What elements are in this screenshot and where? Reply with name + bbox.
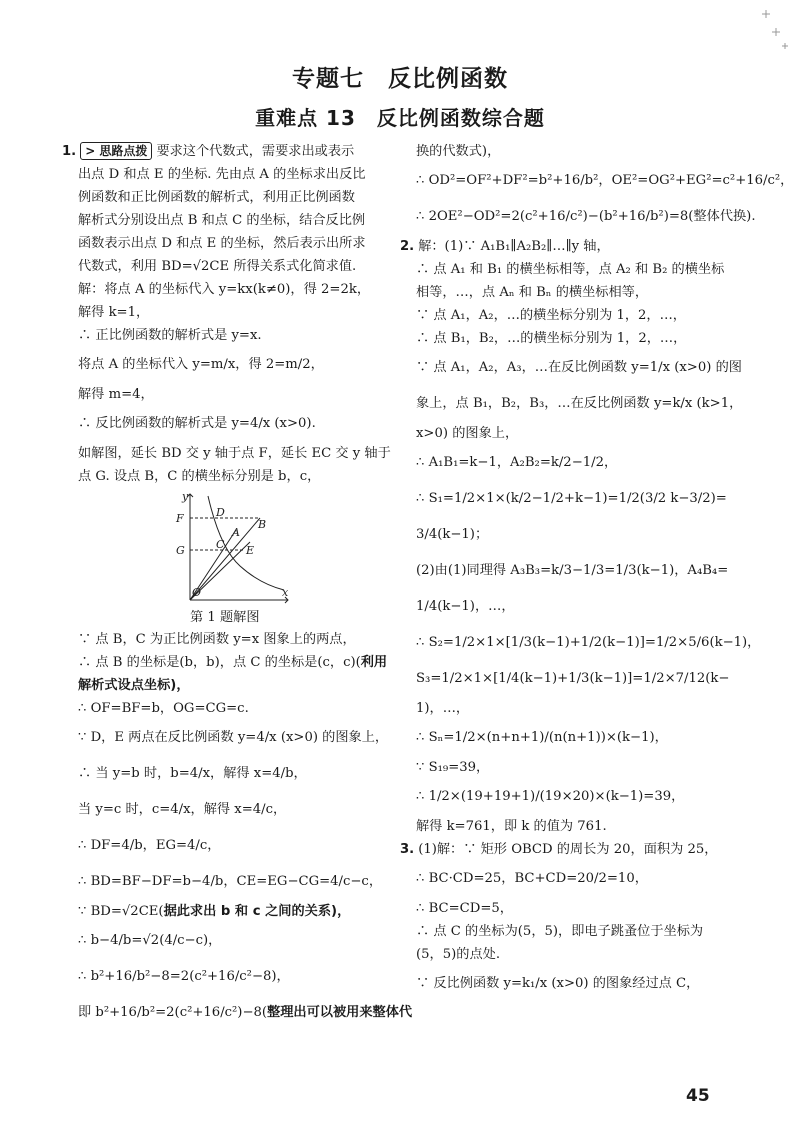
- text-line: ∴ DF=4/b，EG=4/c，: [78, 838, 221, 853]
- fig-label-D: D: [216, 506, 225, 519]
- hint-tag: > 思路点拨: [80, 142, 152, 160]
- text-line: ∴ 点 A₁ 和 B₁ 的横坐标相等，点 A₂ 和 B₂ 的横坐标: [416, 262, 725, 277]
- text-line: 点 G. 设点 B，C 的横坐标分别是 b，c，: [78, 469, 321, 484]
- text-line: 解得 m=4，: [78, 387, 154, 402]
- text-line: 解得 k=761，即 k 的值为 761.: [416, 819, 607, 834]
- fig-label-E: E: [246, 544, 255, 557]
- text-line: ∵ BD=√2CE(据此求出 b 和 c 之间的关系)，: [78, 904, 351, 919]
- corner-decoration: [742, 6, 792, 52]
- text-line: 例函数和正比例函数的解析式，利用正比例函数: [78, 190, 355, 205]
- text-line: 1)，…，: [416, 701, 470, 716]
- text-line: 解析式设点坐标)，: [78, 678, 190, 693]
- text-line: ∴ 点 B₁，B₂，…的横坐标分别为 1，2，…，: [416, 331, 687, 346]
- fig-label-y: y: [182, 490, 189, 503]
- text-line: ∴ OF=BF=b，OG=CG=c.: [78, 701, 249, 716]
- text-line: S₃=1/2×1×[1/4(k−1)+1/3(k−1)]=1/2×7/12(k−: [416, 671, 730, 686]
- page-number: 45: [686, 1086, 710, 1106]
- text-line: 相等，…，点 Aₙ 和 Bₙ 的横坐标相等，: [416, 285, 649, 300]
- text-line: 解：将点 A 的坐标代入 y=kx(k≠0)，得 2=2k，: [78, 282, 371, 297]
- text-line: 如解图，延长 BD 交 y 轴于点 F，延长 EC 交 y 轴于: [78, 446, 391, 461]
- text-line: (2)由(1)同理得 A₃B₃=k/3−1/3=1/3(k−1)，A₄B₄=: [416, 563, 729, 578]
- text-line: ∵ 点 A₁，A₂，…的横坐标分别为 1，2，…，: [416, 308, 686, 323]
- fig-label-C: C: [216, 538, 225, 551]
- text-line: x>0) 的图象上，: [416, 426, 519, 441]
- text-line: ∴ b²+16/b²−8=2(c²+16/c²−8)，: [78, 969, 290, 984]
- text-line: ∴ A₁B₁=k−1，A₂B₂=k/2−1/2，: [416, 455, 618, 470]
- text-line: 解析式分别设出点 B 和点 C 的坐标，结合反比例: [78, 213, 366, 228]
- text-line: ∴ 点 B 的坐标是(b，b)，点 C 的坐标是(c，c)(利用: [78, 655, 388, 670]
- fig-label-O: O: [192, 586, 202, 599]
- text-line: ∴ 点 C 的坐标为(5，5)，即电子跳蚤位于坐标为: [416, 924, 704, 939]
- text-line: 2. 解：(1)∵ A₁B₁∥A₂B₂∥…∥y 轴，: [400, 239, 610, 254]
- text-line: ∴ S₂=1/2×1×[1/3(k−1)+1/2(k−1)]=1/2×5/6(k−1)，: [416, 635, 761, 650]
- text-line: ∴ 反比例函数的解析式是 y=4/x (x>0).: [78, 416, 316, 431]
- text-line: 函数表示出点 D 和点 E 的坐标，然后表示出所求: [78, 236, 366, 251]
- left-column: [62, 140, 413, 1031]
- text-line: 3. (1)解：∵ 矩形 OBCD 的周长为 20，面积为 25，: [400, 842, 718, 857]
- text-line: 换的代数式)，: [416, 144, 501, 159]
- right-column: [400, 140, 794, 1002]
- text-line: 要求这个代数式，需要求出或表示: [156, 144, 355, 159]
- text-line: 出点 D 和点 E 的坐标. 先由点 A 的坐标求出反比: [78, 167, 366, 182]
- text-line: ∴ 正比例函数的解析式是 y=x.: [78, 328, 262, 343]
- text-line: ∴ 当 y=b 时，b=4/x，解得 x=4/b，: [78, 766, 307, 781]
- text-line: 3/4(k−1)；: [416, 527, 489, 542]
- fig-label-A: A: [232, 526, 240, 539]
- text-line: 当 y=c 时，c=4/x，解得 x=4/c，: [78, 802, 287, 817]
- text-line: ∴ Sₙ=1/2×(n+n+1)/(n(n+1))×(k−1)，: [416, 730, 668, 745]
- figure: [62, 488, 388, 606]
- chapter-title: 专题七 反比例函数: [292, 66, 508, 92]
- text-line: 代数式，利用 BD=√2CE 所得关系式化简求值.: [78, 259, 357, 274]
- text-line: 解得 k=1，: [78, 305, 150, 320]
- fig-label-F: F: [176, 512, 184, 525]
- text-line: ∴ BC=CD=5，: [416, 901, 513, 916]
- text-line: 象上，点 B₁，B₂，B₃，…在反比例函数 y=k/x (k>1，: [416, 396, 743, 411]
- figure-caption: 第 1 题解图: [190, 610, 260, 625]
- text-line: ∴ 1/2×(19+19+1)/(19×20)×(k−1)=39，: [416, 789, 685, 804]
- text-line: ∵ S₁₉=39，: [416, 760, 490, 775]
- section-title: 重难点 13 反比例函数综合题: [255, 106, 545, 130]
- text-line: ∴ BC·CD=25，BC+CD=20/2=10，: [416, 871, 648, 886]
- text-line: ∴ S₁=1/2×1×(k/2−1/2+k−1)=1/2(3/2 k−3/2)=: [416, 491, 727, 506]
- graph-figure: [170, 488, 290, 606]
- text-line: ∵ 点 B，C 为正比例函数 y=x 图象上的两点，: [78, 632, 356, 647]
- text-line: ∴ OD²=OF²+DF²=b²+16/b²，OE²=OG²+EG²=c²+16/c²，: [416, 173, 794, 188]
- text-line: 1/4(k−1)，…，: [416, 599, 515, 614]
- text-line: 将点 A 的坐标代入 y=m/x，得 2=m/2，: [78, 357, 324, 372]
- text-line: ∵ 反比例函数 y=k₁/x (x>0) 的图象经过点 C，: [416, 976, 700, 991]
- problem-number: 1.: [62, 144, 77, 159]
- text-line: (5，5)的点处.: [416, 947, 501, 962]
- text-line: ∴ BD=BF−DF=b−4/b，CE=EG−CG=4/c−c，: [78, 874, 383, 889]
- fig-label-x: x: [282, 586, 289, 599]
- fig-label-B: B: [258, 518, 267, 531]
- fig-label-G: G: [176, 544, 185, 557]
- text-line: ∵ 点 A₁，A₂，A₃，…在反比例函数 y=1/x (x>0) 的图: [416, 360, 742, 375]
- text-line: 即 b²+16/b²=2(c²+16/c²)−8(整理出可以被用来整体代: [78, 1005, 413, 1020]
- text-line: ∴ b−4/b=√2(4/c−c)，: [78, 933, 222, 948]
- text-line: ∵ D，E 两点在反比例函数 y=4/x (x>0) 的图象上，: [78, 730, 389, 745]
- text-line: ∴ 2OE²−OD²=2(c²+16/c²)−(b²+16/b²)=8(整体代换).: [416, 209, 756, 224]
